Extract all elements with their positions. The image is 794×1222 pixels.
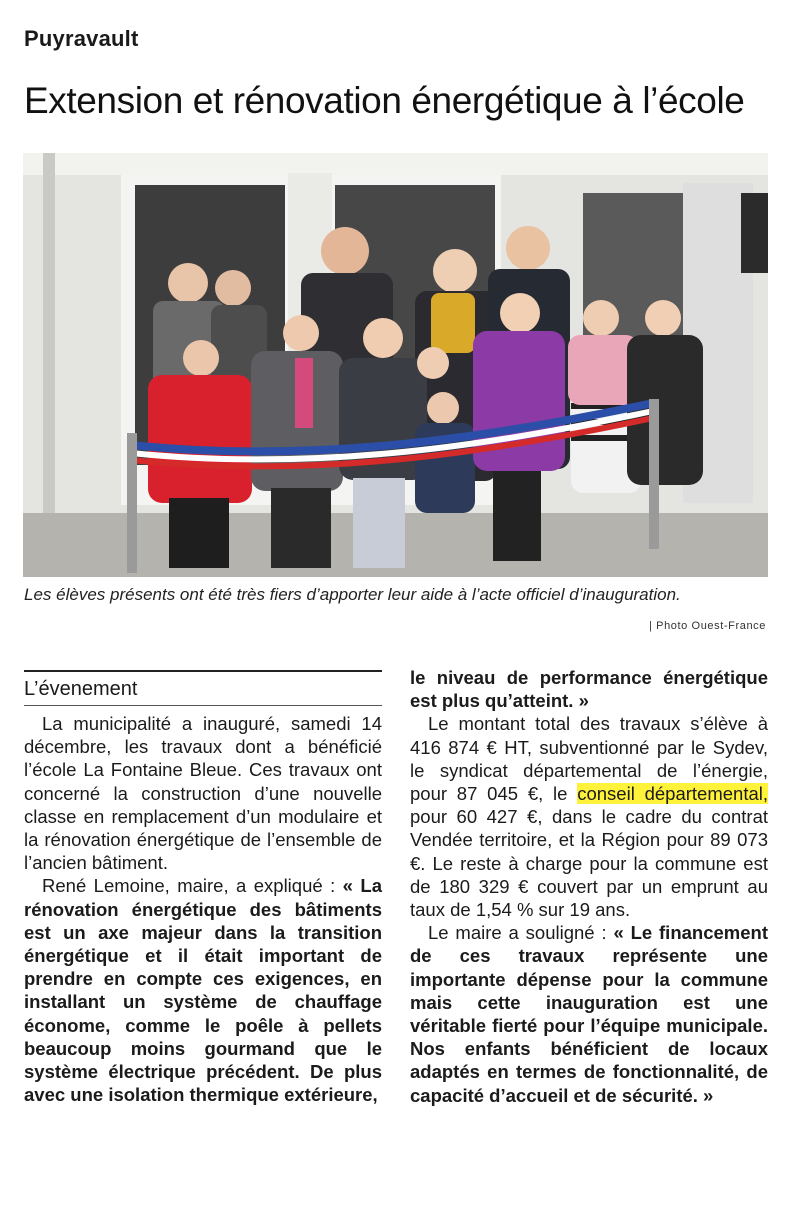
paragraph-funding (410, 712, 768, 921)
quote-continuation: le niveau de performance énergétique est plus qu’atteint. » (410, 667, 768, 712)
highlighted-text: conseil départemental, (577, 783, 769, 805)
funding-text-b: pour 60 427 €, dans le cadre du contrat Vendée territoire, et la Région pour 89 073 €. Le reste à charge pour la commune est de 180 329 € couvert par un emprunt au taux de 1,54 % sur 19 ans. (410, 806, 768, 921)
closing-intro: Le maire a souligné : (428, 922, 614, 944)
section-label: L’évenement (24, 678, 382, 706)
quote-intro: René Lemoine, maire, a expliqué : (42, 875, 343, 897)
paragraph-intro: La municipalité a inauguré, samedi 14 décembre, les travaux dont a bénéficié l’école La Fontaine Bleue. Ces travaux ont concerné la construction d’une nouvelle classe en remplacement d’un modulaire et la rénovation énergétique de l’ensemble de l’ancien bâtiment. (24, 713, 382, 874)
paragraph-closing-quote (410, 921, 768, 1107)
section-rule (24, 670, 382, 672)
closing-quote-text: « Le financement de ces travaux représente une importante dépense pour la commune mais cette inauguration est une véritable fierté pour l’équipe municipale. Nos enfants bénéficient de locaux adaptés en termes de fonctionnalité, de capacité d’accueil et de sécurité. » (410, 922, 768, 1106)
article-column-1 (24, 712, 382, 1106)
quote-text: « La rénovation énergétique des bâtiments est un axe majeur dans la transition énergétique et il était important de prendre en compte ces exigences, en installant un système de chauffage économe, comme le poêle à pellets beaucoup moins gourmand que le système électrique précédent. De plus avec une isolation thermique extérieure, (24, 875, 382, 1106)
inauguration-photo (23, 153, 768, 577)
paragraph-mayor-quote (24, 874, 382, 1106)
photo-credit: | Photo Ouest-France (649, 620, 766, 632)
photo-caption: Les élèves présents ont été très fiers d’apporter leur aide à l’acte officiel d’inauguration. (24, 585, 681, 604)
article-column-2 (410, 666, 768, 1107)
funding-text-a: Le montant total des travaux s’élève à 416 874 € HT, subventionné par le Sydev, le syndicat départemental de l’énergie, pour 87 045 €, le (410, 713, 768, 805)
article-headline: Extension et rénovation énergétique à l’école (24, 80, 745, 121)
article-location: Puyravault (24, 26, 139, 51)
